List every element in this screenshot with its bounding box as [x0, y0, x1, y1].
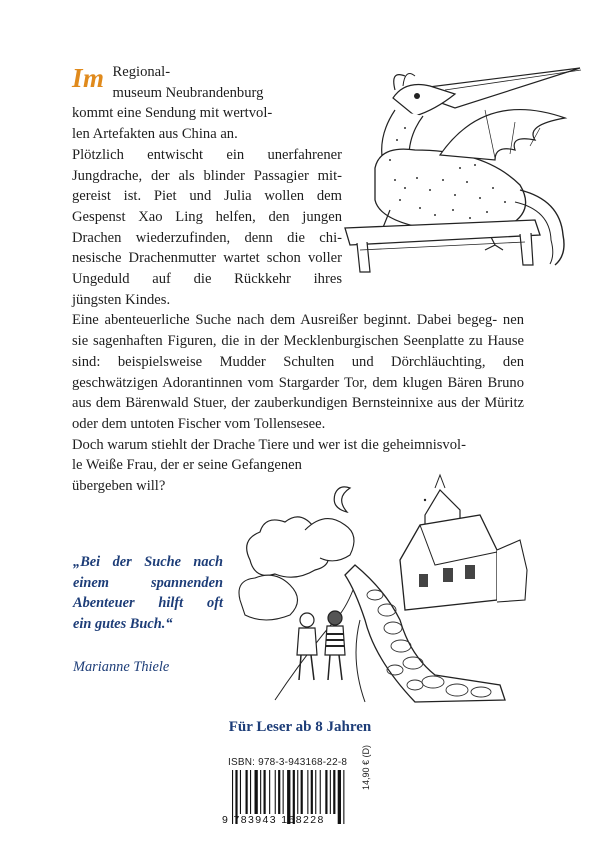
intro-line-5: Plötzlich entwischt ein unerfahrener	[72, 146, 342, 163]
barcode-bar	[264, 770, 266, 814]
p2-line-1: Eine abenteuerliche Suche nach dem Ausreißer beginnt. Dabei begeg-	[72, 312, 498, 329]
barcode-bar	[240, 770, 241, 814]
intro-paragraph	[72, 62, 342, 145]
intro-line-10: nesische Drachenmutter wartet schon	[72, 250, 301, 267]
blurb-text	[72, 62, 527, 497]
barcode-bar	[333, 770, 335, 814]
intro-line-6: Jungdrache, der als blinder Passagier mit-	[72, 167, 342, 184]
intro-paragraph-cont	[72, 145, 342, 290]
barcode-bar	[269, 770, 270, 814]
barcode-bar	[325, 770, 327, 814]
intro-line-9: Drachen wiederzufinden, denn die chi-	[72, 229, 342, 246]
quote-author: Marianne Thiele	[73, 659, 170, 675]
barcode-bar	[278, 770, 280, 814]
barcode-bar	[275, 770, 276, 814]
intro-line-12: jüngsten Kindes.	[72, 291, 171, 308]
barcode-bar	[260, 770, 261, 814]
barcode-bar	[255, 770, 258, 814]
barcode-bar	[311, 770, 313, 814]
barcode-bar	[250, 770, 251, 814]
barcode-bar	[301, 770, 303, 814]
quote-line-3: Abenteuer hilft oft	[73, 595, 223, 611]
p2-line-5: Bruno aus dem Bärenwald Stuer, der zauberkundigen Bernsteinnixe aus	[72, 374, 524, 412]
barcode-bar	[315, 770, 316, 814]
intro-line-1: Regional-	[112, 64, 171, 80]
barcode-bar	[307, 770, 308, 814]
p2-line-2: nen sie sagenhaften Figuren, die in der Mecklenburgischen Seenplatte zu	[72, 312, 524, 350]
intro-line-8: Gespenst Xao Ling helfen, den jungen	[72, 208, 342, 225]
paragraph-2	[72, 310, 524, 434]
quote-line-1: „Bei der Suche nach	[73, 554, 223, 570]
barcode-bar	[320, 770, 321, 814]
intro-line-3: kommt eine Sendung mit wertvol-	[72, 105, 273, 122]
barcode-bar	[283, 770, 284, 814]
target-audience: Für Leser ab 8 Jahren	[228, 719, 372, 735]
p2-line-3: Hause sind: beispielsweise Mudder Schulten und Dörchläuchting, den	[72, 333, 524, 370]
intro-line-4: len Artefakten aus China an.	[72, 126, 238, 143]
price-label: 14,90 € (D)	[361, 744, 371, 790]
isbn-label: ISBN: 978-3-943168-22-8	[228, 757, 348, 768]
p3-line-3: übergeben will?	[72, 478, 166, 495]
intro-line-2: museum Neubrandenburg	[112, 84, 264, 101]
barcode-digits: 9 783943 168228	[222, 814, 325, 826]
p2-line-4: geschwätzigen Adorantinnen vom Stargarder Tor, dem klugen Bären	[72, 374, 483, 391]
dropcap-im: Im	[72, 63, 105, 93]
quote-line-4: ein gutes Buch.“	[73, 615, 173, 632]
intro-line-11: voller Ungeduld auf die Rückkehr ihres	[72, 250, 342, 288]
p2-line-6: der Müritz oder dem untoten Fischer vom Tollensesee.	[72, 395, 524, 432]
barcode-bar	[330, 770, 331, 814]
p3-line-2: le Weiße Frau, der er seine Gefangenen	[72, 457, 302, 474]
intro-line-7: gereist ist. Piet und Julia wollen dem	[72, 188, 342, 205]
p3-line-1: Doch warum stiehlt der Drache Tiere und wer ist die geheimnisvol-	[72, 436, 466, 453]
quote-line-2: einem spannenden	[73, 574, 223, 591]
barcode-bar	[246, 770, 248, 814]
barcode-bar	[297, 770, 298, 814]
town-illustration	[235, 470, 535, 710]
review-quote	[73, 552, 223, 634]
